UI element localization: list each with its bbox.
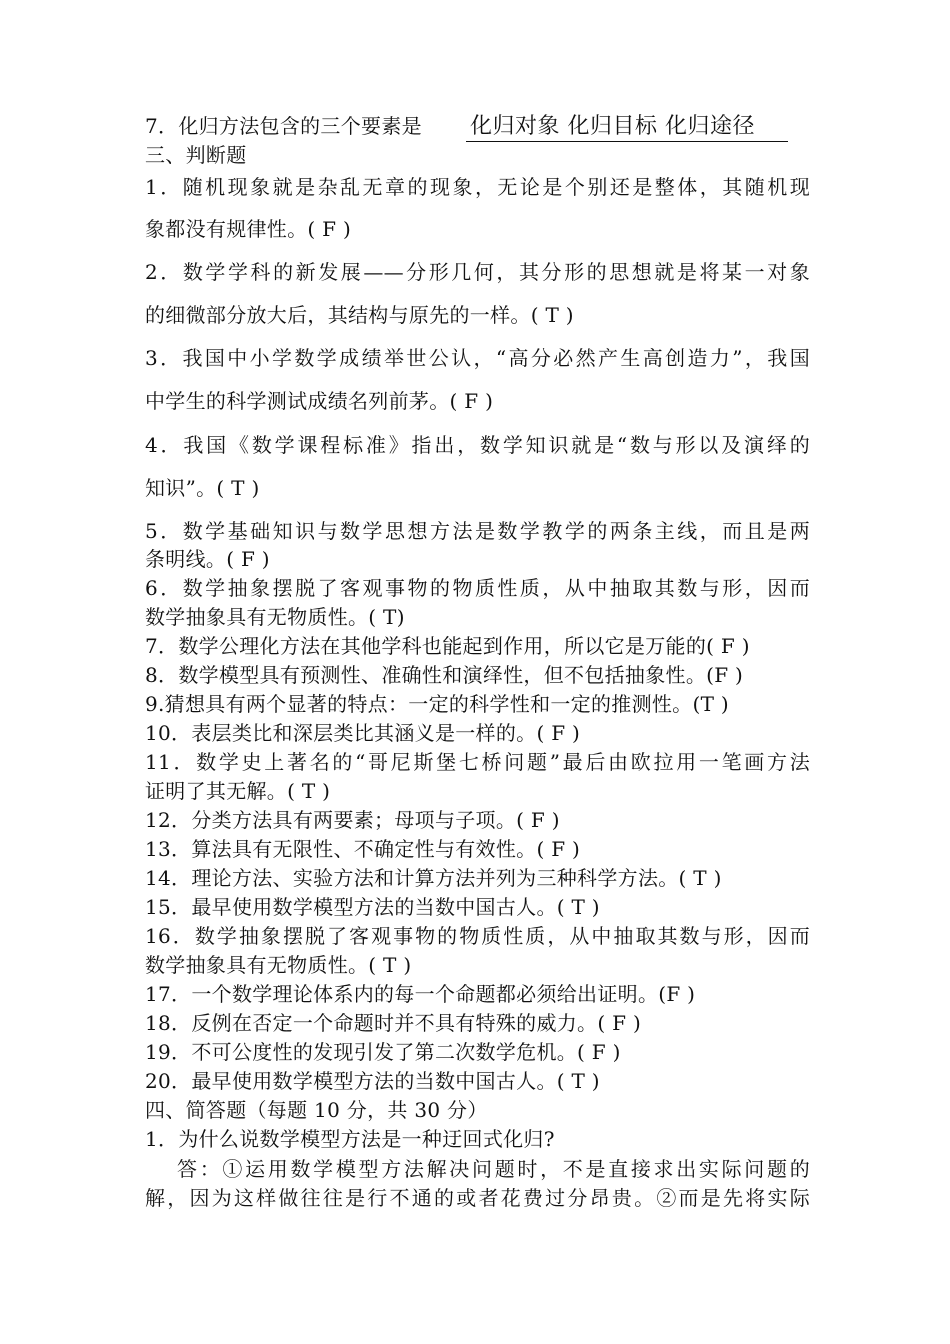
judgment-line: 14．理论方法、实验方法和计算方法并列为三种科学方法。( T ) xyxy=(145,866,722,890)
judgment-line: 16．数学抽象摆脱了客观事物的物质性质，从中抽取其数与形，因而 xyxy=(145,924,810,948)
judgment-line: 13．算法具有无限性、不确定性与有效性。( F ) xyxy=(145,837,581,861)
judgment-line: 知识”。( T ) xyxy=(145,476,260,500)
judgment-line: 1．随机现象就是杂乱无章的现象，无论是个别还是整体，其随机现 xyxy=(145,175,810,199)
judgment-line: 17．一个数学理论体系内的每一个命题都必须给出证明。(F ) xyxy=(145,982,696,1006)
judgment-line: 5．数学基础知识与数学思想方法是数学教学的两条主线，而且是两 xyxy=(145,519,810,543)
short-answer-text: 答：①运用数学模型方法解决问题时，不是直接求出实际问题的 xyxy=(177,1157,810,1181)
judgment-line: 3．我国中小学数学成绩举世公认，“高分必然产生高创造力”，我国 xyxy=(145,346,810,370)
judgment-line: 11．数学史上著名的“哥尼斯堡七桥问题”最后由欧拉用一笔画方法 xyxy=(145,750,810,774)
judgment-line: 象都没有规律性。( F ) xyxy=(145,217,352,241)
judgment-line: 10．表层类比和深层类比其涵义是一样的。( F ) xyxy=(145,721,581,745)
judgment-line: 20．最早使用数学模型方法的当数中国古人。( T ) xyxy=(145,1069,600,1093)
judgment-line: 证明了其无解。( T ) xyxy=(145,779,331,803)
judgment-line: 7．数学公理化方法在其他学科也能起到作用，所以它是万能的( F ) xyxy=(145,634,750,658)
judgment-line: 6．数学抽象摆脱了客观事物的物质性质，从中抽取其数与形，因而 xyxy=(145,576,810,600)
short-answer-question: 1．为什么说数学模型方法是一种迂回式化归? xyxy=(145,1127,555,1151)
judgment-line: 的细微部分放大后，其结构与原先的一样。( T ) xyxy=(145,303,574,327)
judgment-line: 12．分类方法具有两要素；母项与子项。( F ) xyxy=(145,808,560,832)
q7-fill-answer: 化归对象 化归目标 化归途径 xyxy=(466,113,788,142)
q7-fill-prefix: 7．化归方法包含的三个要素是 xyxy=(145,114,422,138)
judgment-line: 18．反例在否定一个命题时并不具有特殊的威力。( F ) xyxy=(145,1011,642,1035)
judgment-line: 15．最早使用数学模型方法的当数中国古人。( T ) xyxy=(145,895,600,919)
judgment-line: 中学生的科学测试成绩名列前茅。( F ) xyxy=(145,389,494,413)
judgment-line: 2．数学学科的新发展——分形几何，其分形的思想就是将某一对象 xyxy=(145,260,810,284)
judgment-line: 19．不可公度性的发现引发了第二次数学危机。( F ) xyxy=(145,1040,621,1064)
judgment-line: 9.猜想具有两个显著的特点：一定的科学性和一定的推测性。(T ) xyxy=(145,692,729,716)
section-title-short-answer: 四、简答题（每题 10 分，共 30 分） xyxy=(145,1098,488,1122)
judgment-line: 数学抽象具有无物质性。( T ) xyxy=(145,953,412,977)
judgment-line: 数学抽象具有无物质性。( T) xyxy=(145,605,405,629)
section-title-judgment: 三、判断题 xyxy=(145,143,247,167)
judgment-line: 4．我国《数学课程标准》指出，数学知识就是“数与形以及演绎的 xyxy=(145,433,810,457)
short-answer-text: 解，因为这样做往往是行不通的或者花费过分昂贵。②而是先将实际 xyxy=(145,1186,810,1210)
judgment-line: 8．数学模型具有预测性、准确性和演绎性，但不包括抽象性。(F ) xyxy=(145,663,744,687)
judgment-line: 条明线。( F ) xyxy=(145,547,270,571)
